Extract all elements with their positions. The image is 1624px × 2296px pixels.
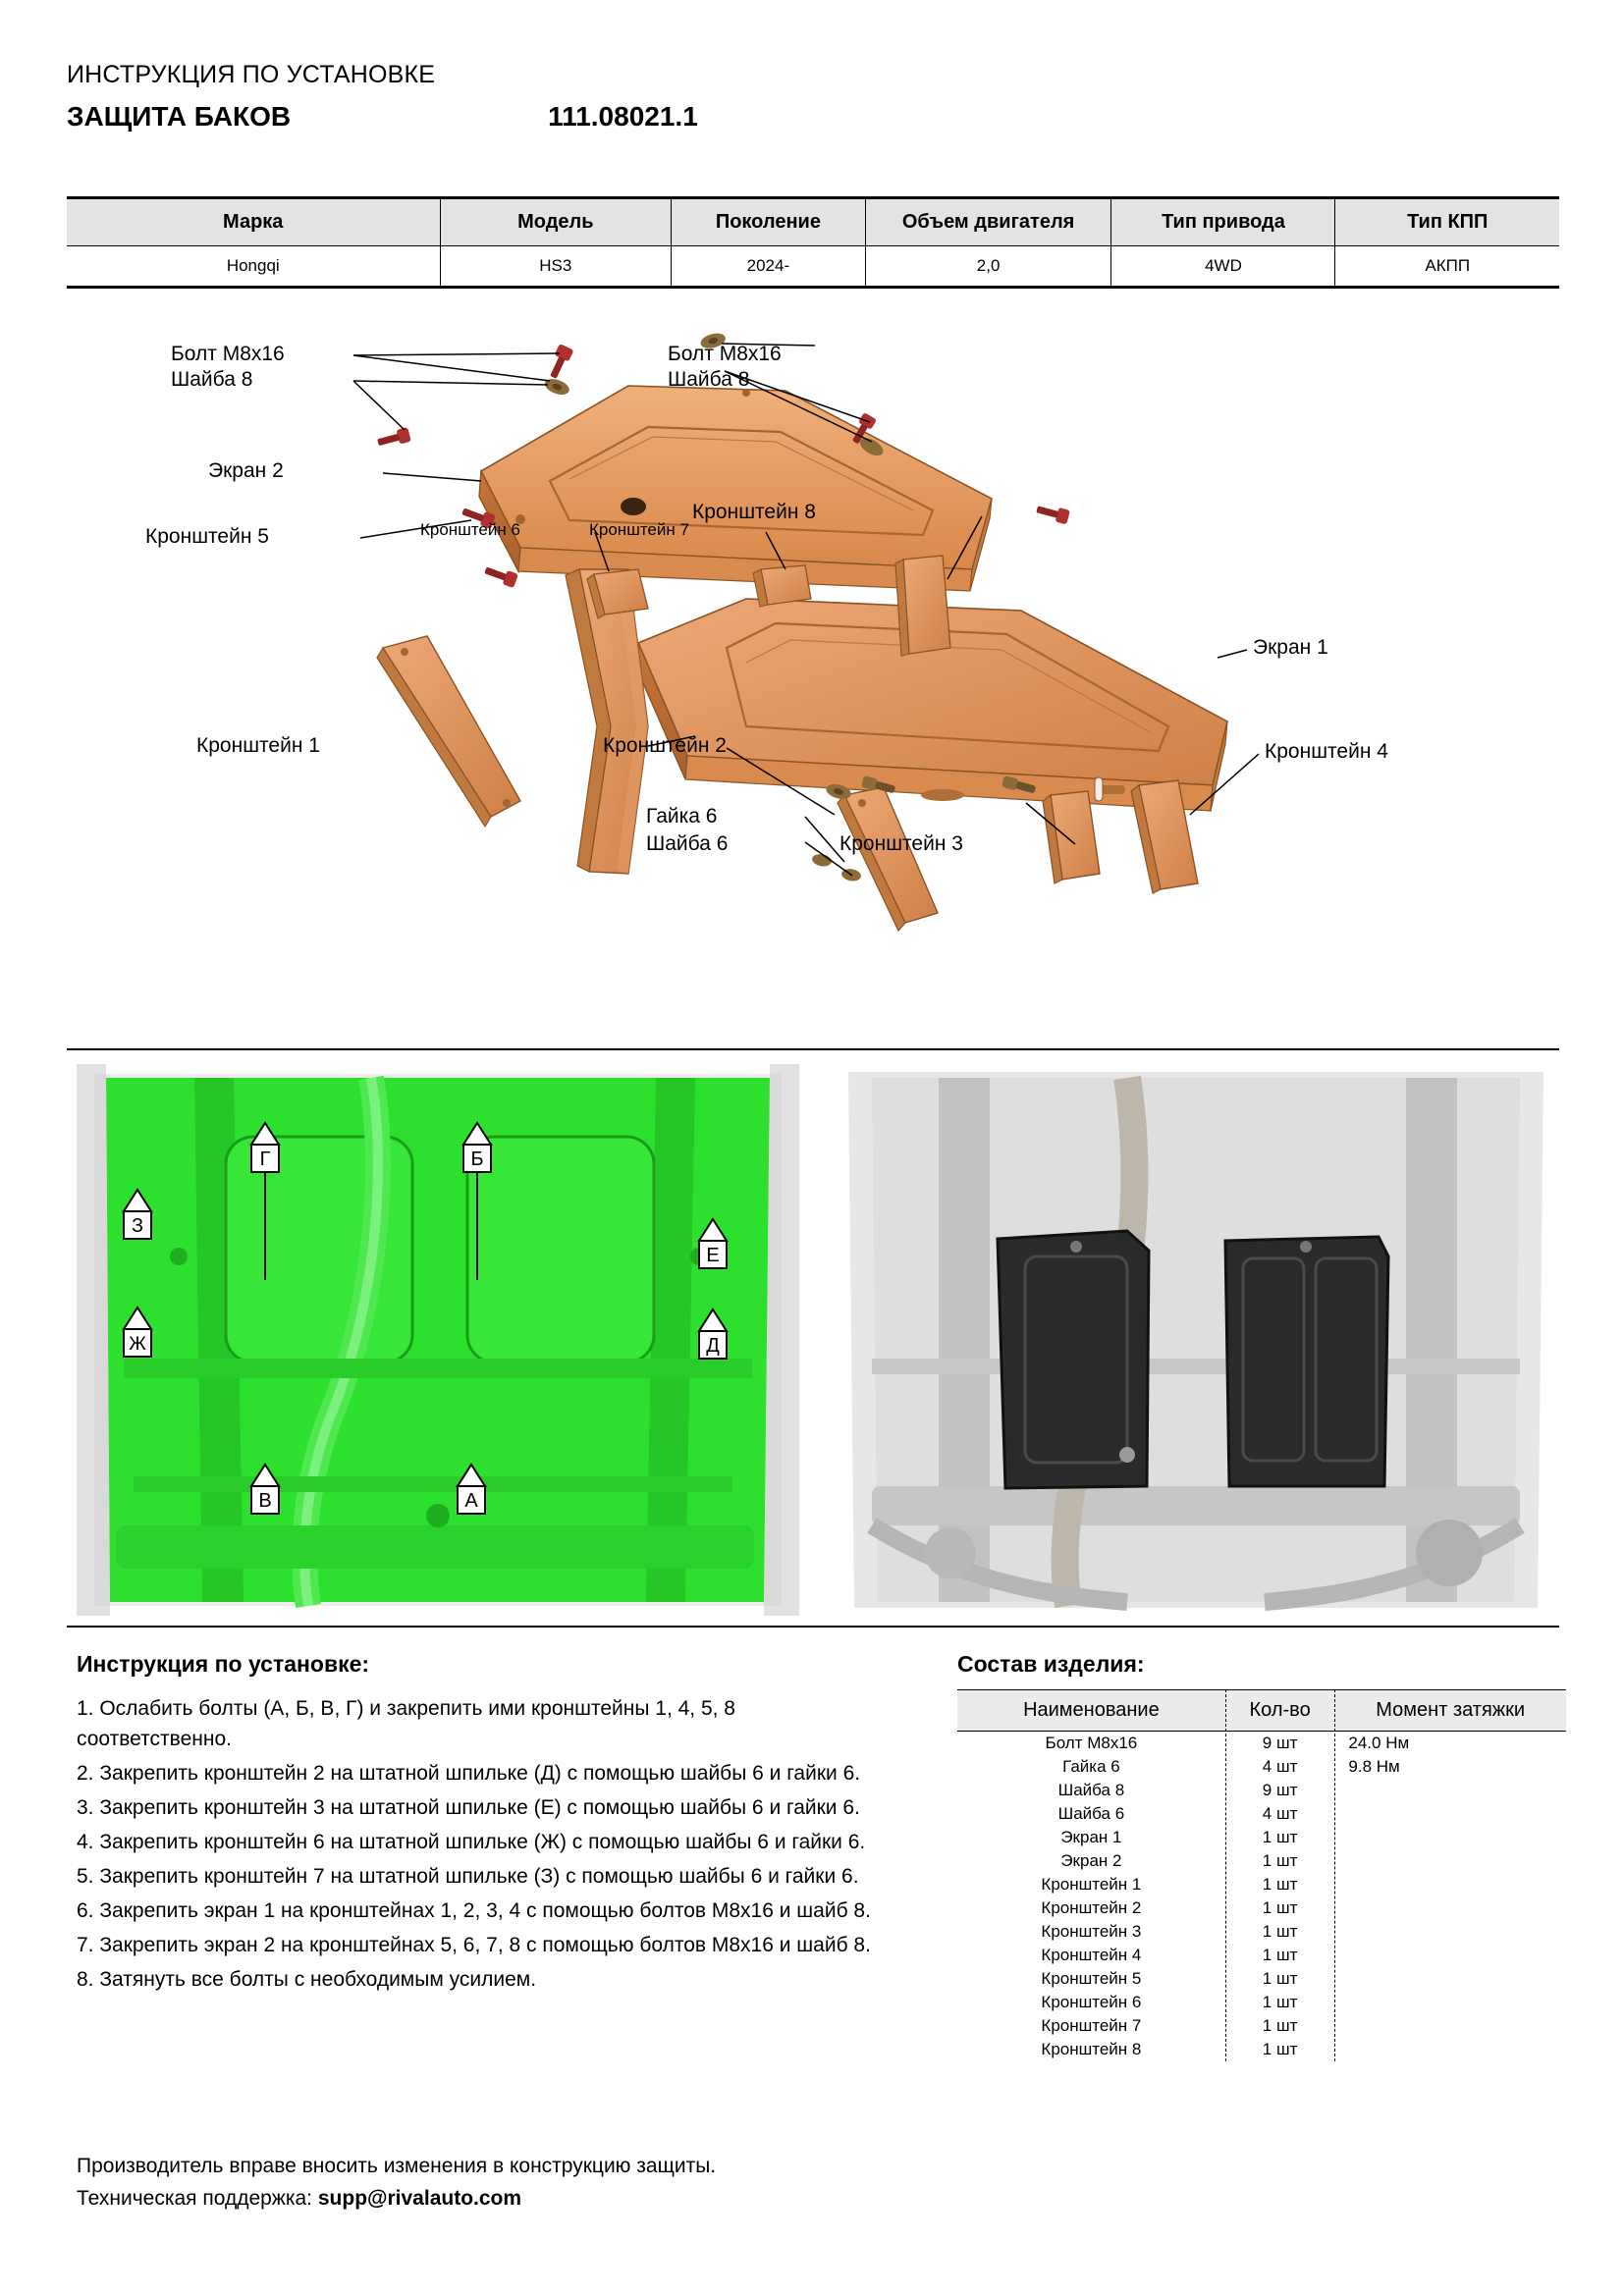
instruction-step-5: 5. Закрепить кронштейн 7 на штатной шпильке (З) с помощью шайбы 6 и гайки 6.: [77, 1865, 859, 1888]
instruction-step-3: 3. Закрепить кронштейн 3 на штатной шпильке (Е) с помощью шайбы 6 и гайки 6.: [77, 1796, 860, 1819]
part-torque: [1334, 1849, 1566, 1873]
part-torque: [1334, 2014, 1566, 2038]
table-row: [957, 1755, 1566, 1779]
part-name: Кронштейн 5: [1041, 1969, 1142, 1988]
part-name: Шайба 8: [1057, 1781, 1125, 1799]
assembly-illustration: [59, 324, 1571, 1050]
product-code: 111.08021.1: [548, 101, 698, 132]
footer-disclaimer: Производитель вправе вносить изменения в конструкцию защиты.: [77, 2155, 717, 2177]
part-torque: [1334, 2038, 1566, 2061]
part-qty: 1 шт: [1262, 1922, 1298, 1941]
instruction-step-4: 4. Закрепить кронштейн 6 на штатной шпильке (Ж) с помощью шайбы 6 и гайки 6.: [77, 1831, 866, 1853]
part-torque: [1334, 1967, 1566, 1991]
label-bracket-5: Кронштейн 5: [145, 525, 269, 548]
photo-installed-guards: [833, 1064, 1559, 1616]
bracket-7-part: [753, 565, 811, 607]
photo-underbody-highlighted: [77, 1064, 799, 1616]
svg-text:Б: Б: [470, 1148, 484, 1170]
label-bracket-6: Кронштейн 6: [420, 520, 520, 539]
bracket-8-part: [895, 556, 950, 656]
installation-instructions: [77, 1651, 892, 1999]
parts-title: Состав изделия:: [957, 1651, 1145, 1677]
part-qty: 1 шт: [1262, 2040, 1298, 2058]
part-torque: [1334, 1826, 1566, 1849]
spec-value-drive-type: 4WD: [1111, 246, 1335, 287]
label-bracket-2: Кронштейн 2: [603, 734, 727, 757]
table-row: [957, 1849, 1566, 1873]
document-header: [67, 61, 1559, 133]
bracket-5-part: [377, 636, 520, 827]
part-torque: [1334, 1920, 1566, 1944]
header-subtitle: ИНСТРУКЦИЯ ПО УСТАНОВКЕ: [67, 61, 436, 88]
instruction-step-8: 8. Затянуть все болты с необходимым усилием.: [77, 1968, 537, 1991]
parts-table-body: [957, 1732, 1566, 2062]
table-row: [957, 2038, 1566, 2061]
table-row: [957, 1732, 1566, 1756]
part-torque: [1334, 1896, 1566, 1920]
table-row: [957, 1873, 1566, 1896]
underbody-green-illustration: [77, 1064, 799, 1616]
svg-text:Г: Г: [259, 1148, 271, 1170]
part-name: Экран 1: [1060, 1828, 1122, 1846]
instructions-title: Инструкция по установке:: [77, 1651, 370, 1677]
part-torque: [1334, 1991, 1566, 2014]
table-row: [957, 1991, 1566, 2014]
label-bracket-7: Кронштейн 7: [589, 520, 689, 539]
table-row: [957, 1779, 1566, 1802]
table-row: [957, 1944, 1566, 1967]
part-qty: 1 шт: [1262, 1851, 1298, 1870]
footer-support-label: Техническая поддержка:: [77, 2187, 318, 2210]
parts-list: [957, 1651, 1566, 2061]
document-footer: [77, 2150, 1500, 2215]
part-qty: 1 шт: [1262, 1946, 1298, 1964]
bracket-3-part: [1043, 791, 1100, 883]
parts-header-name: Наименование: [957, 1690, 1225, 1732]
spec-value-transmission: АКПП: [1335, 246, 1559, 287]
parts-header-torque: Момент затяжки: [1334, 1690, 1566, 1732]
part-qty: 4 шт: [1262, 1757, 1298, 1776]
table-row: [67, 246, 1559, 287]
part-name: Кронштейн 7: [1041, 2016, 1142, 2035]
part-qty: 9 шт: [1262, 1781, 1298, 1799]
exploded-assembly-diagram: [59, 324, 1571, 1050]
part-qty: 1 шт: [1262, 1828, 1298, 1846]
installed-guards-illustration: [833, 1064, 1559, 1616]
part-torque: [1334, 1873, 1566, 1896]
table-row: [957, 1802, 1566, 1826]
spec-header-brand: Марка: [67, 199, 440, 246]
spec-header-engine-volume: Объем двигателя: [865, 199, 1111, 246]
svg-text:Д: Д: [706, 1335, 720, 1357]
label-screen-1: Экран 1: [1253, 636, 1328, 659]
instruction-step-2: 2. Закрепить кронштейн 2 на штатной шпильке (Д) с помощью шайбы 6 и гайки 6.: [77, 1762, 861, 1785]
svg-text:А: А: [464, 1490, 478, 1512]
part-torque: 24.0 Нм: [1348, 1734, 1410, 1752]
part-qty: 1 шт: [1262, 1969, 1298, 1988]
parts-divider-2: [1334, 1689, 1335, 2061]
vehicle-spec-table: [67, 196, 1559, 289]
part-name: Гайка 6: [1062, 1757, 1120, 1776]
support-email-link[interactable]: supp@rivalauto.com: [317, 2187, 522, 2210]
table-header-row: [67, 199, 1559, 246]
instruction-step-7: 7. Закрепить экран 2 на кронштейнах 5, 6, 7, 8 с помощью болтов M8x16 и шайб 8.: [77, 1934, 871, 1956]
svg-text:З: З: [131, 1215, 144, 1237]
instruction-step-6: 6. Закрепить экран 1 на кронштейнах 1, 2, 3, 4 с помощью болтов M8x16 и шайб 8.: [77, 1899, 871, 1922]
part-name: Шайба 6: [1057, 1804, 1125, 1823]
part-qty: 1 шт: [1262, 1875, 1298, 1894]
part-name: Кронштейн 4: [1041, 1946, 1142, 1964]
part-name: Кронштейн 8: [1041, 2040, 1142, 2058]
part-qty: 4 шт: [1262, 1804, 1298, 1823]
label-washer-6: Шайба 6: [646, 832, 729, 855]
label-nut-6: Гайка 6: [646, 805, 718, 828]
part-name: Кронштейн 1: [1041, 1875, 1142, 1894]
table-row: [957, 1826, 1566, 1849]
installation-photos: [67, 1048, 1559, 1628]
page-title: ЗАЩИТА БАКОВ: [67, 101, 292, 132]
spec-value-model: HS3: [440, 246, 672, 287]
part-name: Кронштейн 6: [1041, 1993, 1142, 2011]
label-bolt-left: Болт M8x16: [171, 343, 285, 365]
part-qty: 1 шт: [1262, 1898, 1298, 1917]
bracket-1-part: [566, 569, 648, 874]
label-screen-2: Экран 2: [208, 459, 284, 482]
bracket-2-part: [838, 787, 938, 931]
label-washer-left: Шайба 8: [171, 368, 253, 391]
part-qty: 9 шт: [1262, 1734, 1298, 1752]
parts-header-row: [957, 1690, 1566, 1732]
part-torque: [1334, 1944, 1566, 1967]
part-name: Экран 2: [1060, 1851, 1122, 1870]
part-torque: [1334, 1802, 1566, 1826]
label-bolt-right: Болт M8x16: [668, 343, 782, 365]
parts-divider-1: [1225, 1689, 1226, 2061]
label-bracket-1: Кронштейн 1: [196, 734, 320, 757]
spec-header-transmission: Тип КПП: [1335, 199, 1559, 246]
table-row: [957, 2014, 1566, 2038]
instruction-step-1: 1. Ослабить болты (А, Б, В, Г) и закрепить ими кронштейны 1, 4, 5, 8 соответственно.: [77, 1697, 735, 1750]
label-bracket-8: Кронштейн 8: [692, 501, 816, 523]
parts-header-qty: Кол-во: [1225, 1690, 1335, 1732]
bracket-6-part: [587, 569, 648, 618]
spec-value-generation: 2024-: [672, 246, 866, 287]
spec-value-brand: Hongqi: [67, 246, 440, 287]
label-bracket-3: Кронштейн 3: [839, 832, 963, 855]
label-washer-right: Шайба 8: [668, 368, 750, 391]
part-torque: 9.8 Нм: [1348, 1757, 1400, 1776]
spec-header-model: Модель: [440, 199, 672, 246]
spec-header-drive-type: Тип привода: [1111, 199, 1335, 246]
spec-header-generation: Поколение: [672, 199, 866, 246]
table-row: [957, 1920, 1566, 1944]
table-row: [957, 1896, 1566, 1920]
spec-value-engine-volume: 2,0: [865, 246, 1111, 287]
part-torque: [1334, 1779, 1566, 1802]
svg-text:Ж: Ж: [129, 1334, 146, 1355]
label-bracket-4: Кронштейн 4: [1265, 740, 1388, 763]
part-qty: 1 шт: [1262, 2016, 1298, 2035]
part-qty: 1 шт: [1262, 1993, 1298, 2011]
part-name: Болт M8x16: [1045, 1734, 1138, 1752]
svg-text:В: В: [258, 1490, 272, 1512]
table-row: [957, 1967, 1566, 1991]
part-name: Кронштейн 2: [1041, 1898, 1142, 1917]
svg-text:Е: Е: [706, 1245, 720, 1266]
part-name: Кронштейн 3: [1041, 1922, 1142, 1941]
